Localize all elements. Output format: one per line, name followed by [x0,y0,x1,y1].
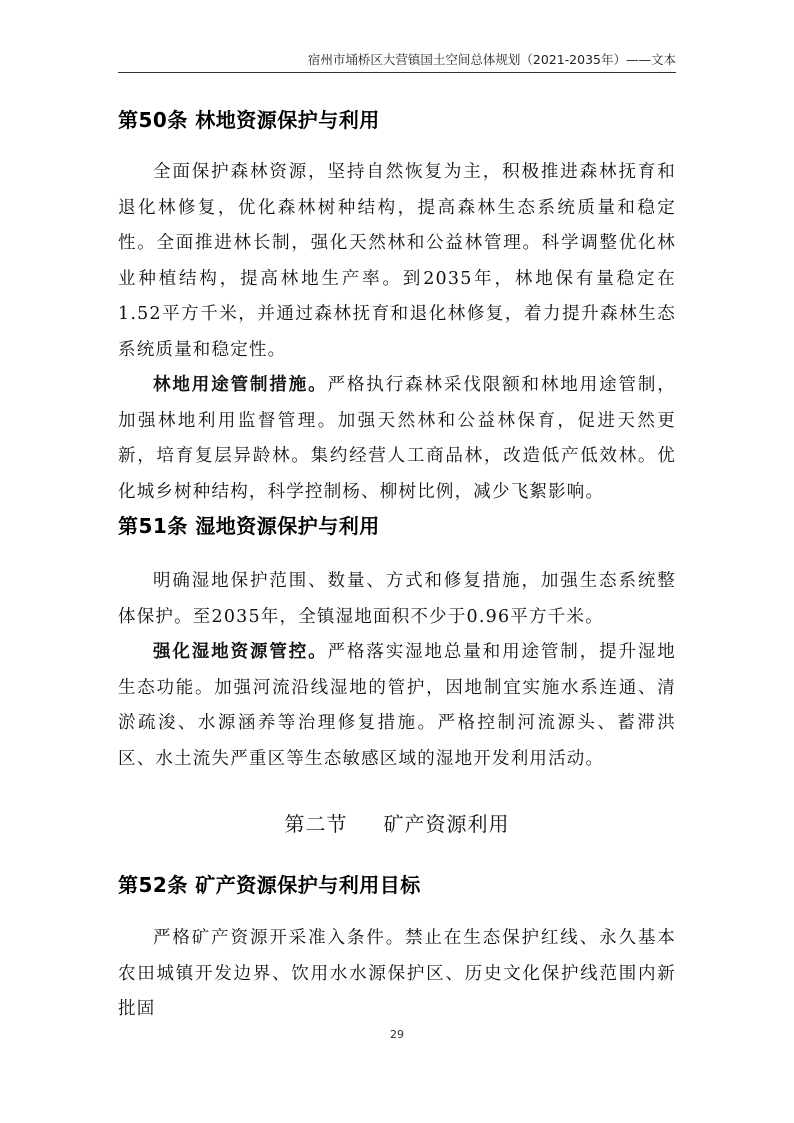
article-51-paragraph-2-text: 严格落实湿地总量和用途管制，提升湿地生态功能。加强河流沿线湿地的管护，因地制宜实施水系连通、清淤疏浚、水源涵养等治理修复措施。严格控制河流源头、蓄滞洪区、水土流失严重区等生态敏感区域的湿地开发利用活动。 [118,642,676,769]
article-51-heading: 第51条 湿地资源保护与利用 [118,514,380,538]
article-52-paragraph-1: 严格矿产资源开采准入条件。禁止在生态保护红线、永久基本农田城镇开发边界、饮用水水源保护区、历史文化保护线范围内新批固 [118,928,676,1019]
article-52-heading: 第52条 矿产资源保护与利用目标 [118,873,421,897]
section-number: 第二节 [284,812,348,836]
section-title: 矿产资源利用 [383,812,510,836]
article-50-heading-block [118,108,676,132]
article-50-heading: 第50条 林地资源保护与利用 [118,108,380,132]
page-number: 29 [390,1028,404,1041]
header-title: 宿州市埇桥区大营镇国土空间总体规划（2021-2035年）——文本 [307,52,676,67]
article-50-body [118,155,676,510]
article-50-paragraph-1: 全面保护森林资源，坚持自然恢复为主，积极推进森林抚育和退化林修复，优化森林树种结构，提高森林生态系统质量和稳定性。全面推进林长制，强化天然林和公益林管理。科学调整优化林业种植结构，提高林地生产率。到2035年，林地保有量稳定在1.52平方千米，并通过森林抚育和退化林修复，着力提升森林生态系统质量和稳定性。 [118,162,676,360]
article-51-body [118,564,676,777]
article-51-paragraph-1: 明确湿地保护范围、数量、方式和修复措施，加强生态系统整体保护。至2035年，全镇湿地面积不少于0.96平方千米。 [118,571,676,627]
article-50-paragraph-2-text: 严格执行森林采伐限额和林地用途管制，加强林地利用监督管理。加强天然林和公益林保育，促进天然更新，培育复层异龄林。集约经营人工商品林，改造低产低效林。优化城乡树种结构，科学控制杨、柳树比例，减少飞絮影响。 [118,375,676,502]
section-heading [118,811,676,837]
article-52-heading-block [118,873,676,897]
article-52-body [118,921,676,1028]
article-51-paragraph-2 [118,635,676,777]
article-50-paragraph-2 [118,368,676,510]
page-header [118,48,676,73]
article-50-paragraph-2-lead: 林地用途管制措施。 [153,375,328,395]
article-51-paragraph-2-lead: 强化湿地资源管控。 [153,642,328,662]
article-51-heading-block [118,514,676,538]
